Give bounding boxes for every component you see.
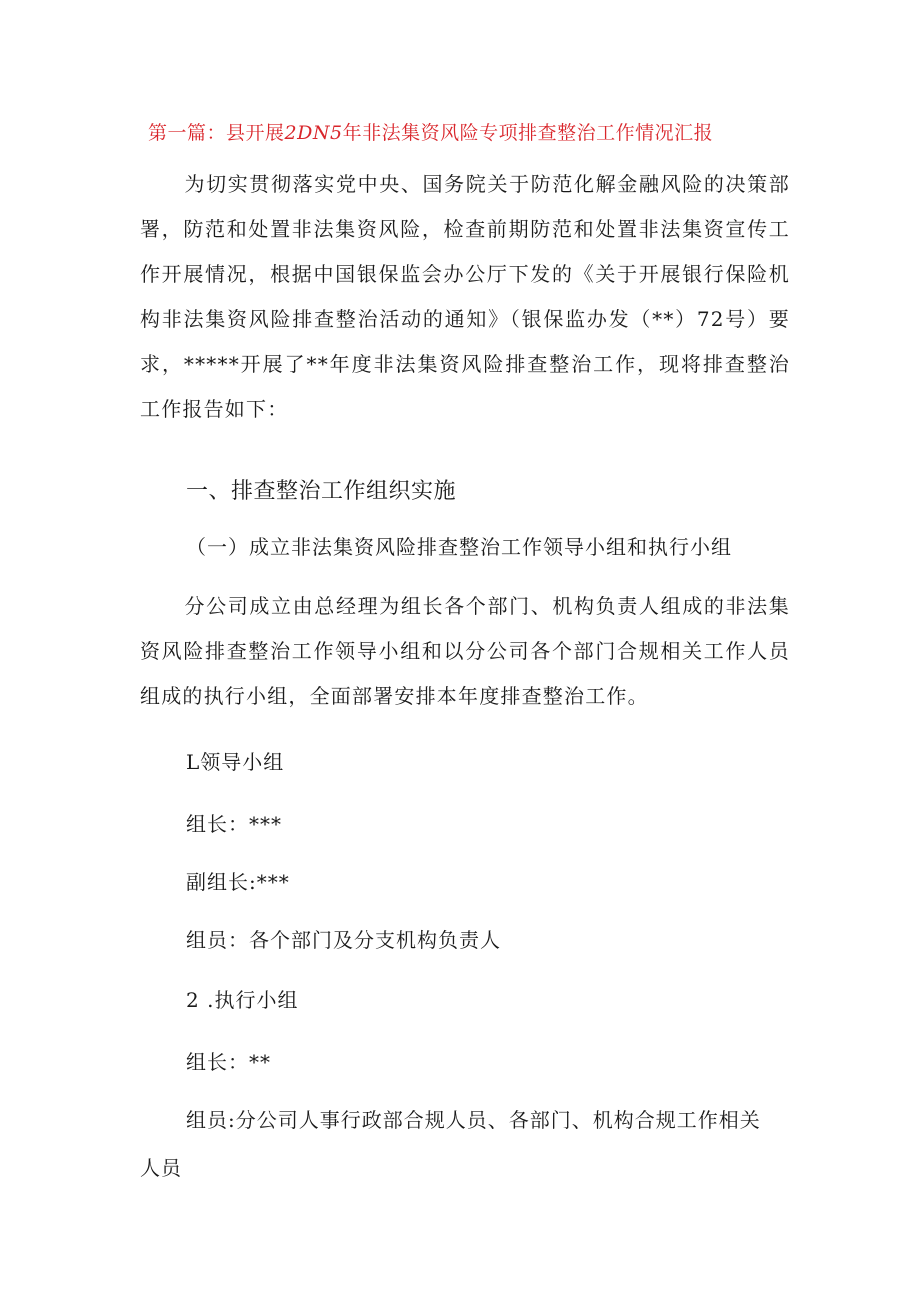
exec-group-leader: 组长：** <box>186 1050 271 1074</box>
document-title <box>148 118 848 145</box>
exec-group-members-line2: 人员 <box>140 1156 182 1180</box>
title-prefix: 第一篇：县开展 <box>148 122 285 144</box>
subsection-1-paragraph-text: 分公司成立由总经理为组长各个部门、机构负责人组成的非法集资风险排查整治工作领导小组和以分公司各个部门合规相关工作人员组成的执行小组，全面部署安排本年度排查整治工作。 <box>140 594 790 708</box>
leading-group-leader: 组长：*** <box>186 812 282 836</box>
exec-group-members-line1: 组员:分公司人事行政部合规人员、各部门、机构合规工作相关 <box>186 1108 761 1132</box>
leading-group-members: 组员：各个部门及分支机构负责人 <box>186 928 501 952</box>
leading-group-title: L领导小组 <box>186 750 285 774</box>
intro-paragraph-text: 为切实贯彻落实党中央、国务院关于防范化解金融风险的决策部署，防范和处置非法集资风险，检查前期防范和处置非法集资宣传工作开展情况，根据中国银保监会办公厅下发的《关于开展银行保险机构非法集资风险排查整治活动的通知》（银保监办发（**）72号）要求，*****开展了**年度非法集资风险排查整治工作，现将排查整治工作报告如下： <box>140 172 790 421</box>
title-suffix: 年非法集资风险专项排查整治工作情况汇报 <box>342 122 714 144</box>
section-1-heading: 一、排查整治工作组织实施 <box>186 479 457 504</box>
leading-group-deputy: 副组长:*** <box>186 870 290 894</box>
subsection-1-paragraph <box>140 584 790 719</box>
subsection-1-heading: （一）成立非法集资风险排查整治工作领导小组和执行小组 <box>186 535 732 559</box>
intro-paragraph <box>140 162 790 432</box>
exec-group-title: 2 .执行小组 <box>186 988 299 1012</box>
title-year: 2DN5 <box>284 122 343 144</box>
